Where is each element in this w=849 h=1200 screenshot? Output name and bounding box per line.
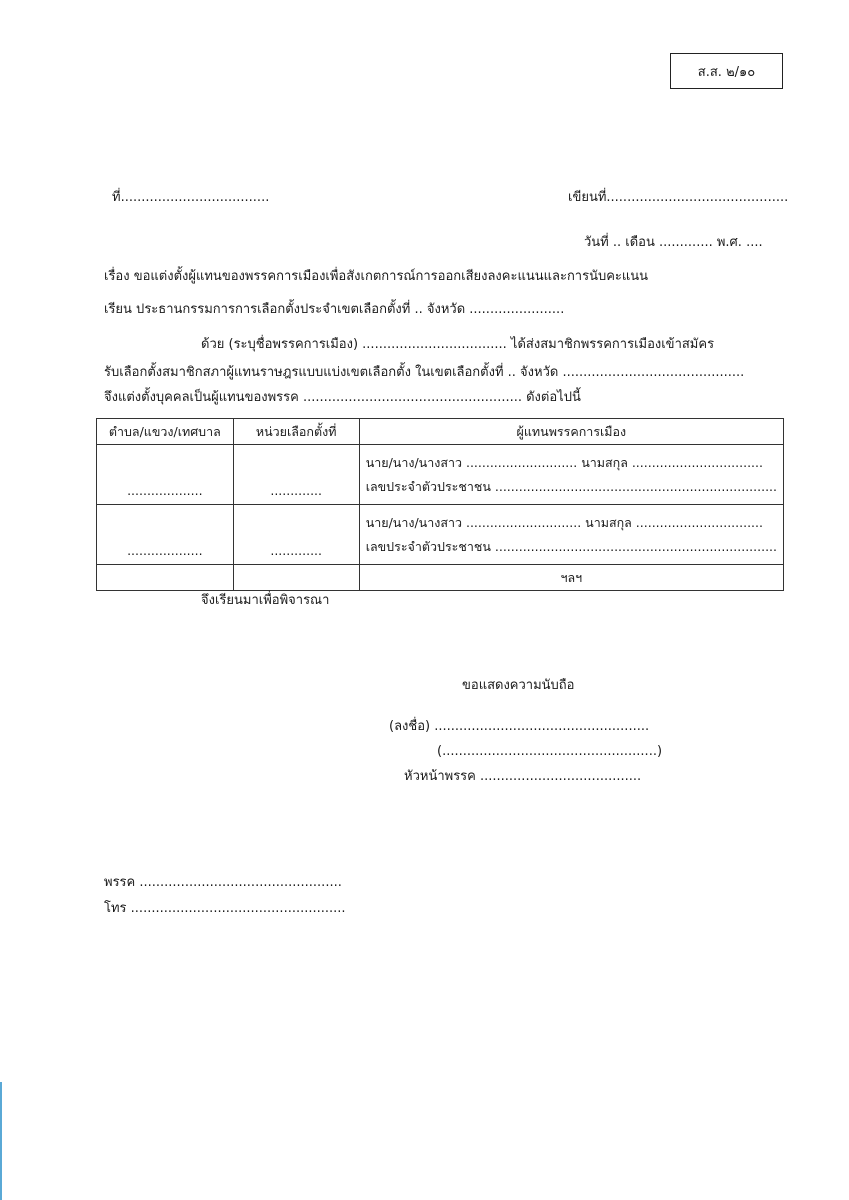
representative-name-field[interactable]: นาย/นาง/นางสาว ............................ นามสกุล .................................	[365, 454, 763, 470]
body-line-3: จึงแต่งตั้งบุคคลเป็นผู้แทนของพรรค ..................................................... ดังต่อไปนี้	[104, 390, 581, 405]
header-party-representative: ผู้แทนพรรคการเมือง	[359, 419, 783, 445]
polling-unit-cell[interactable]: .............	[233, 505, 359, 565]
regards-text: ขอแสดงความนับถือ	[462, 678, 575, 693]
representative-cell	[359, 445, 783, 505]
form-code: ส.ส. ๒/๑๐	[697, 64, 756, 80]
polling-unit-cell[interactable]: .............	[233, 445, 359, 505]
party-leader-field[interactable]: หัวหน้าพรรค .......................................	[404, 769, 642, 784]
printed-name-field[interactable]: (....................................................)	[437, 744, 663, 759]
date-field[interactable]: วันที่ .. เดือน ............. พ.ศ. ....	[584, 235, 763, 250]
header-polling-unit: หน่วยเลือกตั้งที่	[233, 419, 359, 445]
form-code-box	[670, 53, 783, 89]
written-at-field[interactable]: เขียนที่............................................	[568, 190, 789, 205]
page-edge-bar	[0, 1082, 2, 1200]
addressee-line: เรียน ประธานกรรมการการเลือกตั้งประจำเขตเลือกตั้งที่ .. จังหวัด .......................	[104, 302, 565, 317]
table-etc-row	[97, 565, 784, 591]
subject-line: เรื่อง ขอแต่งตั้งผู้แทนของพรรคการเมืองเพื่อสังเกตการณ์การออกเสียงลงคะแนนและการนับคะแนน	[104, 269, 649, 284]
representative-id-field[interactable]: เลขประจำตัวประชาชน .......................................................................	[365, 478, 777, 494]
subdistrict-cell[interactable]: ...................	[97, 445, 234, 505]
table-row	[97, 505, 784, 565]
signature-field[interactable]: (ลงชื่อ) ....................................................	[389, 719, 650, 734]
party-field[interactable]: พรรค .................................................	[104, 875, 342, 890]
table-header-row	[97, 419, 784, 445]
representatives-table	[96, 418, 784, 591]
phone-field[interactable]: โทร ....................................................	[104, 901, 346, 916]
representative-cell	[359, 505, 783, 565]
table-row	[97, 445, 784, 505]
subdistrict-cell[interactable]: ...................	[97, 505, 234, 565]
empty-cell	[233, 565, 359, 591]
empty-cell	[97, 565, 234, 591]
reference-number-field[interactable]: ที่....................................	[112, 190, 270, 205]
header-subdistrict: ตำบล/แขวง/เทศบาล	[97, 419, 234, 445]
representative-id-field[interactable]: เลขประจำตัวประชาชน .......................................................................	[365, 538, 777, 554]
body-line-2: รับเลือกตั้งสมาชิกสภาผู้แทนราษฎรแบบแบ่งเขตเลือกตั้ง ในเขตเลือกตั้งที่ .. จังหวัด ............................................	[104, 365, 745, 380]
closing-line: จึงเรียนมาเพื่อพิจารณา	[201, 593, 330, 608]
representative-name-field[interactable]: นาย/นาง/นางสาว ............................. นามสกุล ................................	[365, 514, 763, 530]
etc-cell: ฯลฯ	[359, 565, 783, 591]
body-line-1: ด้วย (ระบุชื่อพรรคการเมือง) ................................... ได้ส่งสมาชิกพรรคการเมืองเข้าสมัคร	[201, 337, 715, 352]
